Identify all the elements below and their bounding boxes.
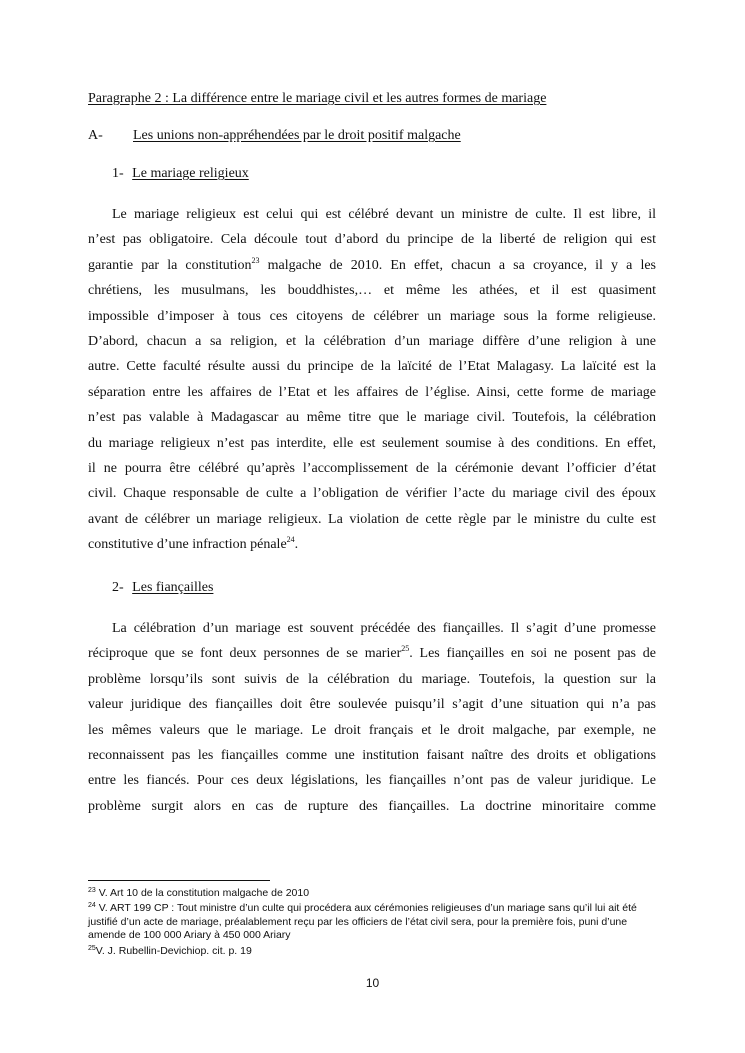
body-line: D’abord, chacun a sa religion, et la célébration d’un mariage diffère d’une religion à une bbox=[88, 334, 656, 349]
body-line: il ne pourra être célébré qu’après l’accomplissement de la cérémonie devant l’officier d’état bbox=[88, 461, 656, 476]
body-line: constitutive d’une infraction pénale$^{24}$. bbox=[88, 535, 299, 553]
body-line: reconnaissent pas les fiançailles comme une institution faisant naître des droits et obligations bbox=[88, 748, 656, 763]
paragraph-heading: Paragraphe 2 : La différence entre le mariage civil et les autres formes de mariage bbox=[88, 91, 547, 106]
subsection-2-title: Les fiançailles bbox=[132, 580, 214, 595]
body-line: problème surgit alors en cas de rupture des fiançailles. La doctrine minoritaire comme bbox=[88, 798, 656, 814]
section-a-heading bbox=[88, 128, 461, 144]
body-line: civil. Chaque responsable de culte a l’obligation de vérifier l’acte du mariage civil des époux bbox=[88, 486, 656, 502]
footnote-24: $^{24}$ V. ART 199 CP : Tout ministre d’un culte qui procédera aux cérémonies religieuses d’un mariage sans qu’il lui ait été justifié d’un acte de mariage, préalablement reçu par les officiers de l’état civil sera, pour la première fois, puni d’une amende de 100 000 Ariary à 450 000 Ariary bbox=[88, 902, 637, 941]
footnote-25: $^{25}$V. J. Rubellin-Devichiop. cit. p. 19 bbox=[88, 945, 252, 957]
body-line: autre. Cette faculté résulte aussi du principe de la laïcité de l’Etat Malagasy. La laïcité est la bbox=[88, 359, 656, 375]
body-line: n’est pas valable à Madagascar au même titre que le mariage civil. Toutefois, la célébration bbox=[88, 410, 656, 426]
body-line: La célébration d’un mariage est souvent précédée des fiançailles. Il s’agit d’une promesse bbox=[112, 621, 656, 636]
body-line: valeur juridique des fiançailles doit être soulevée puisqu’il s’agit d’une situation qui n’a pas bbox=[88, 697, 656, 713]
body-line: chrétiens, les musulmans, les bouddhistes,… et même les athées, et il est quasiment bbox=[88, 283, 656, 299]
body-line: n’est pas obligatoire. Cela découle tout d’abord du principe de la liberté de religion qui est bbox=[88, 232, 656, 248]
footnote-ref[interactable]: 23 bbox=[251, 255, 260, 265]
footnote-separator bbox=[88, 880, 270, 881]
subsection-2-heading bbox=[112, 580, 213, 596]
subsection-1-title: Le mariage religieux bbox=[132, 166, 249, 181]
subsection-2-number: 2- bbox=[112, 580, 124, 595]
body-line: séparation entre les affaires de l’Etat et les affaires de l’église. Ainsi, cette forme de mariage bbox=[88, 384, 656, 400]
body-line: réciproque que se font deux personnes de se marier$^{25}$. Les fiançailles en soi ne posent pas de bbox=[88, 644, 657, 662]
subsection-1-number: 1- bbox=[112, 166, 124, 181]
body-line: impossible d’imposer à tous ces citoyens de célébrer un mariage sous la forme religieuse. bbox=[88, 308, 656, 324]
page-number: 10 bbox=[365, 976, 380, 990]
body-line: du mariage religieux n’est pas interdite, elle est seulement soumise à des conditions. En effet, bbox=[88, 435, 656, 451]
section-a-letter: A- bbox=[88, 128, 103, 143]
body-line: entre les fiancés. Pour ces deux législations, les fiançailles n’ont pas de valeur juridique. Le bbox=[88, 773, 656, 789]
body-line: problème lorsqu’ils sont suivis de la célébration du mariage. Toutefois, la question sur la bbox=[88, 671, 656, 687]
body-line: garantie par la constitution$^{23}$ malgache de 2010. En effet, chacun a sa croyance, il y a les bbox=[88, 255, 656, 273]
body-line: avant de célébrer un mariage religieux. La violation de cette règle par le ministre du culte est bbox=[88, 511, 656, 527]
body-line: les mêmes valeurs que le mariage. Le droit français et le droit malgache, par exemple, ne bbox=[88, 722, 656, 738]
footnote-ref[interactable]: 24 bbox=[286, 535, 295, 545]
subsection-1-heading bbox=[112, 166, 249, 182]
footnote-23: $^{23}$ V. Art 10 de la constitution malgache de 2010 bbox=[88, 887, 310, 899]
body-line: Le mariage religieux est celui qui est célébré devant un ministre de culte. Il est libre, il bbox=[112, 207, 656, 222]
footnote-ref[interactable]: 25 bbox=[401, 644, 410, 654]
section-a-title: Les unions non-appréhendées par le droit positif malgache bbox=[133, 128, 461, 143]
